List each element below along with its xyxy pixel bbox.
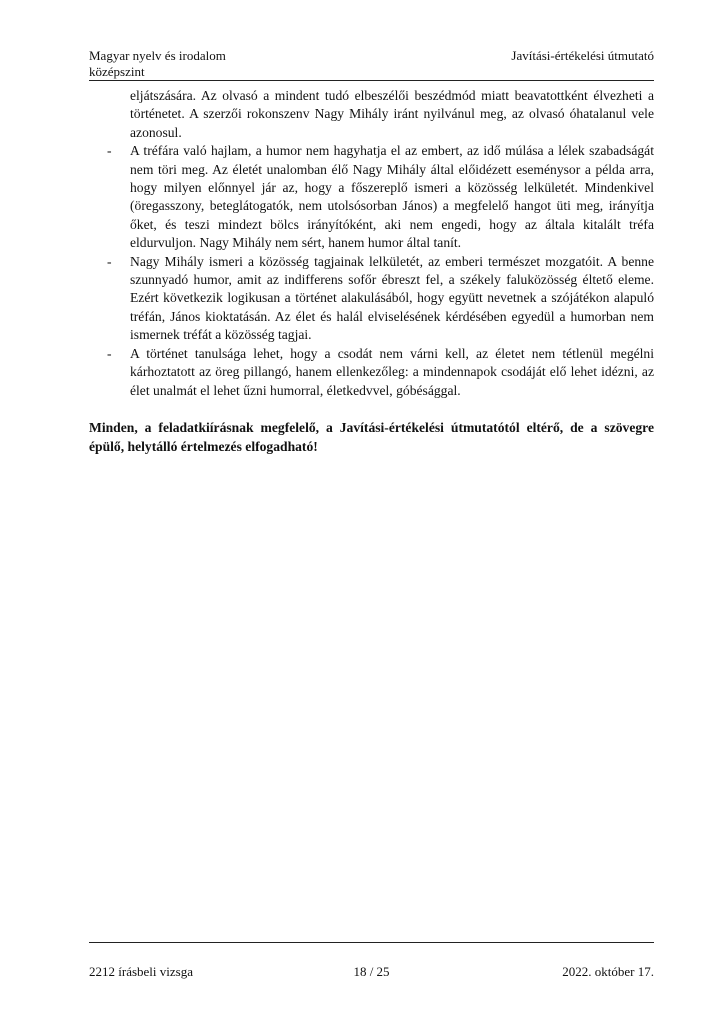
continued-paragraph: eljátszására. Az olvasó a mindent tudó elbeszélői beszédmód miatt beavatottként élvezheti a történetet. A szerzői rokonszenv Nagy Mihály iránt nyilvánul meg, az olvasó óhatalanul vele azonosul. [130, 88, 654, 140]
footer-date: 2022. október 17. [562, 964, 654, 979]
header-subject-title: Magyar nyelv és irodalom [89, 48, 226, 63]
list-item [89, 142, 654, 252]
footer-exam-code: 2212 írásbeli vizsga [89, 964, 193, 979]
list-item-text: A tréfára való hajlam, a humor nem hagyhatja el az embert, az idő múlása a lélek szabadságát nem töri meg. Az életét unalomban élő Nagy Mihály által előidézett eseménysor a példa arra, hogy milyen előnnyel jár az, hogy a főszereplő ismeri a közösség lelkületét. Mindenkivel (öregasszony, beteglátogatók, nem utolsósorban János) a megfelelő hangot üti meg, irányítja őket, és teszi mindezt bölcs irányítóként, aki nem engedi, hogy az általa kitalált tréfa eldurvuljon. Nagy Mihály nem sért, hanem humor által tanít. [130, 143, 654, 251]
bullet-dash: - [107, 253, 112, 269]
list-item-text: Nagy Mihály ismeri a közösség tagjainak lelkületét, az emberi természet mozgatóit. A benne szunnyadó humor, amit az indifferens sofőr ébreszt fel, a székely faluközösség éltető eleme. Ezért következik logikusan a történet alakulásából, hogy együtt nevetnek a szójátékon alapuló tréfán, János kioktatásán. Az élet és halál elviselésének kérdésében egyedül a humorban nem ismernek tréfát a közösség tagjai. [130, 253, 654, 343]
acceptance-note: Minden, a feladatkiírásnak megfelelő, a Javítási-értékelési útmutatótól eltérő, de a szövegre épülő, helytálló értelmezés elfogadható! [89, 419, 654, 454]
bullet-dash: - [107, 345, 112, 361]
page-number: 18 / 25 [353, 964, 390, 979]
header-divider [89, 80, 654, 81]
list-item-text: A történet tanulsága lehet, hogy a csodát nem várni kell, az életet nem tétlenül megélni kárhoztatott az öreg pillangó, hanem ellenkezőleg: a mindennapok csodáját elő lehet idézni, az élet unalmát el lehet űzni humorral, életkedvvel, góbésággal. [130, 345, 654, 398]
bullet-dash: - [107, 143, 112, 159]
list-item [89, 345, 654, 400]
header-document-title: Javítási-értékelési útmutató [511, 48, 654, 63]
header-subject-level: középszint [89, 64, 145, 79]
header-subject [89, 48, 226, 80]
page-body [89, 87, 654, 456]
footer-divider [89, 942, 654, 943]
list-item [89, 253, 654, 345]
